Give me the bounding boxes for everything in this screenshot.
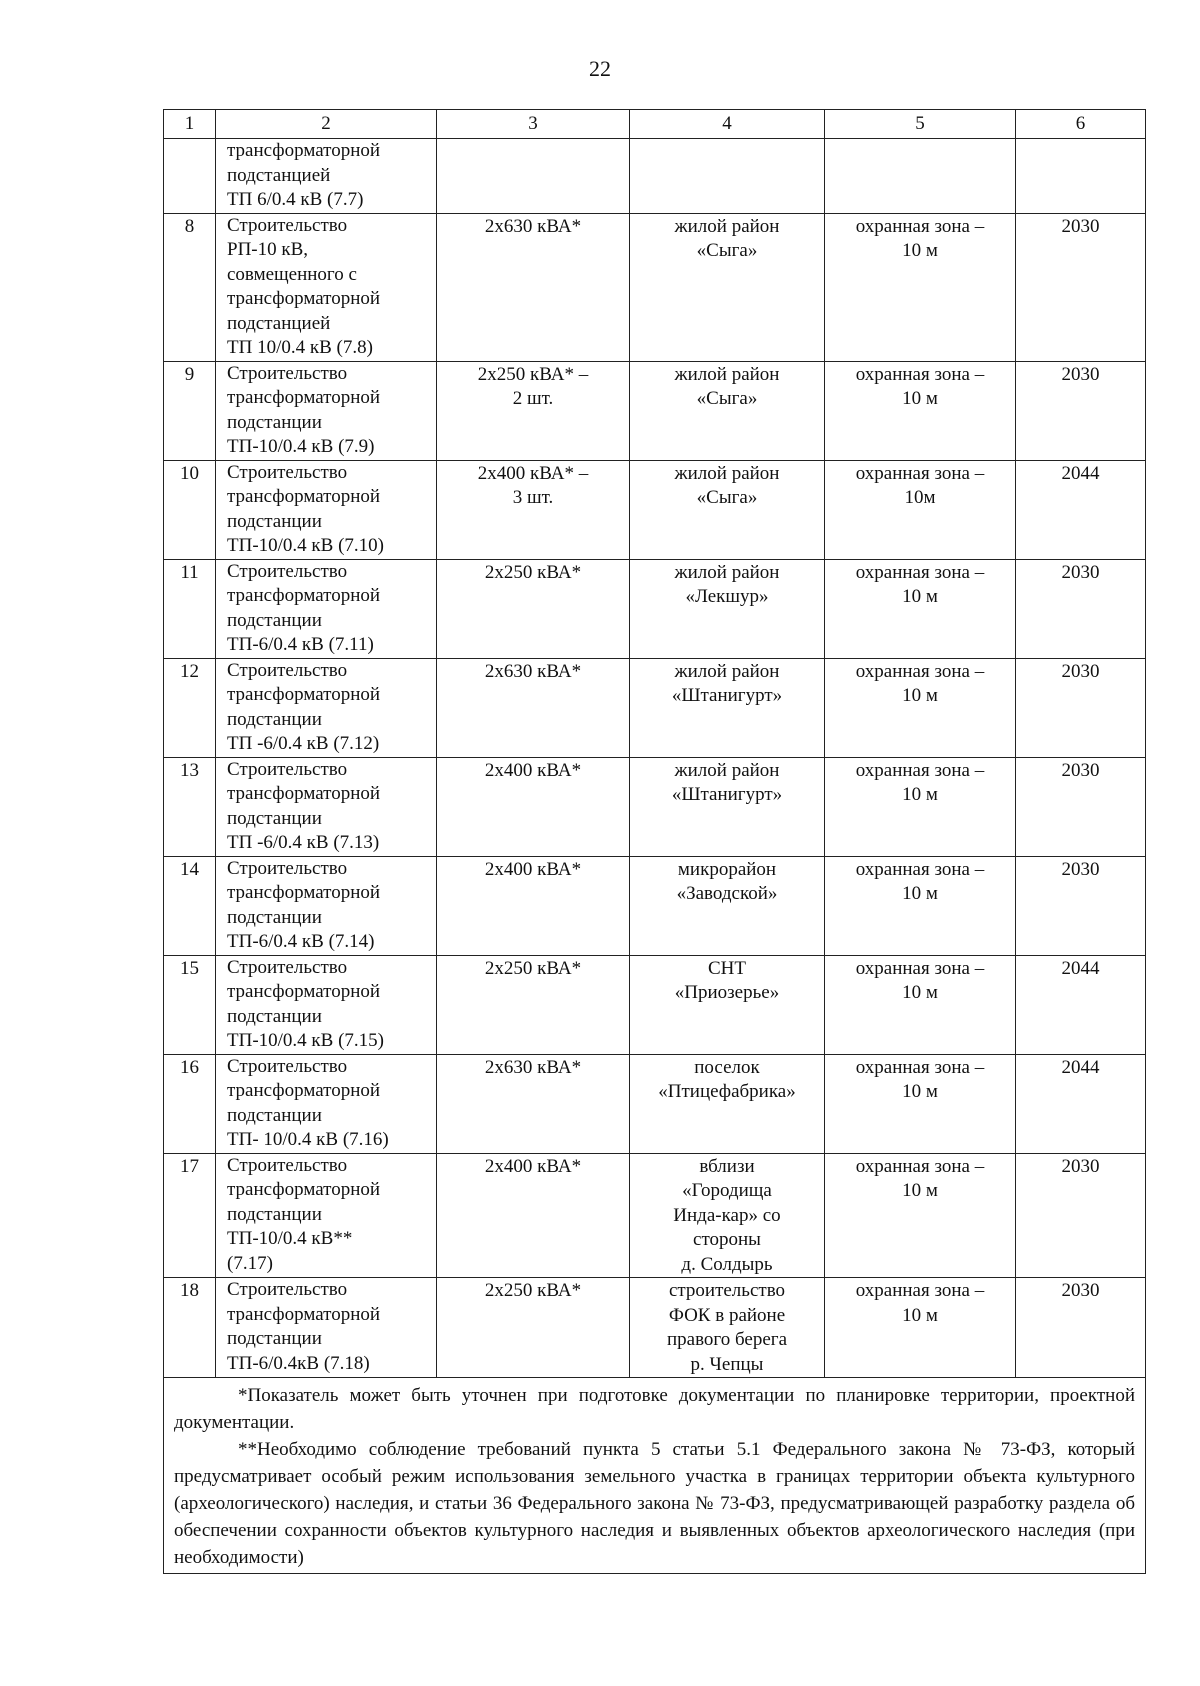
object-name-cell — [216, 658, 437, 757]
location-cell — [630, 559, 825, 658]
table-row — [164, 213, 1146, 361]
location-cell — [630, 1278, 825, 1378]
object-name-line: ТП-6/0.4 кВ (7.14) — [227, 931, 375, 952]
location-line: жилой район — [674, 462, 780, 484]
location-line: р. Чепцы — [690, 1353, 764, 1375]
header-row — [164, 110, 1146, 139]
object-name-line: ТП 10/0.4 кВ (7.8) — [227, 337, 373, 358]
power-line: 2х250 кВА* — [484, 957, 582, 979]
power-cell — [437, 757, 630, 856]
location-line: микрорайон — [677, 858, 777, 880]
table-row — [164, 559, 1146, 658]
location-line: вблизи — [699, 1155, 755, 1177]
object-name-line: подстанции — [227, 807, 322, 829]
protection-zone-line: охранная зона – — [855, 462, 985, 484]
location-line: Инда-кар» со — [673, 1204, 781, 1226]
year-cell: 2044 — [1016, 1054, 1146, 1153]
protection-zone-line: 10 м — [902, 784, 938, 805]
object-name-line: ТП-10/0.4 кВ (7.10) — [227, 535, 384, 556]
power-line: 2х250 кВА* — [484, 561, 582, 583]
year-cell: 2030 — [1016, 213, 1146, 361]
protection-zone-line: 10м — [904, 487, 936, 508]
row-number-cell: 12 — [164, 658, 216, 757]
location-cell — [630, 361, 825, 460]
object-name-line: трансформаторной — [227, 684, 381, 705]
protection-zone-line: охранная зона – — [855, 759, 985, 781]
object-name-line: Строительство — [227, 214, 348, 236]
object-name-line: трансформаторной — [227, 783, 381, 804]
object-name-line: Строительство — [227, 560, 348, 582]
protection-zone-cell — [825, 1153, 1016, 1278]
protection-zone-cell — [825, 1278, 1016, 1378]
year-cell: 2030 — [1016, 361, 1146, 460]
power-cell — [437, 361, 630, 460]
header-col-6: 6 — [1016, 110, 1146, 139]
row-number-cell: 9 — [164, 361, 216, 460]
power-cell — [437, 139, 630, 214]
table-body — [164, 139, 1146, 1378]
location-line: «Штанигурт» — [671, 685, 783, 706]
protection-zone-line: охранная зона – — [855, 660, 985, 682]
location-line: «Заводской» — [676, 883, 778, 904]
location-cell — [630, 658, 825, 757]
row-number-cell: 10 — [164, 460, 216, 559]
location-cell — [630, 213, 825, 361]
table-row — [164, 856, 1146, 955]
object-name-cell — [216, 856, 437, 955]
power-line: 2х630 кВА* — [484, 660, 582, 682]
object-name-line: ТП-6/0.4 кВ (7.11) — [227, 634, 374, 655]
object-name-line: Строительство — [227, 956, 348, 978]
location-line: правого берега — [666, 1329, 788, 1350]
power-cell — [437, 460, 630, 559]
protection-zone-line: 10 м — [902, 1081, 938, 1102]
construction-table — [163, 109, 1146, 1574]
header-col-1: 1 — [164, 110, 216, 139]
power-line: 2х400 кВА* — [484, 858, 582, 880]
row-number-cell: 13 — [164, 757, 216, 856]
table-row — [164, 1054, 1146, 1153]
location-line: строительство — [668, 1280, 786, 1301]
year-cell: 2030 — [1016, 559, 1146, 658]
object-name-line: трансформаторной — [227, 1303, 381, 1325]
object-name-line: ТП 6/0.4 кВ (7.7) — [227, 189, 364, 210]
location-line: жилой район — [674, 363, 780, 385]
protection-zone-line: охранная зона – — [855, 363, 985, 385]
protection-zone-cell — [825, 658, 1016, 757]
location-line: «Приозерье» — [674, 982, 780, 1003]
object-name-line: (7.17) — [227, 1252, 273, 1274]
object-name-line: подстанции — [227, 906, 322, 928]
location-line: поселок — [694, 1056, 760, 1078]
location-line: «Сыга» — [696, 240, 758, 261]
power-line: 2х630 кВА* — [484, 215, 582, 237]
location-cell — [630, 1054, 825, 1153]
object-name-line: подстанции — [227, 609, 322, 631]
year-cell: 2044 — [1016, 460, 1146, 559]
row-number-cell: 11 — [164, 559, 216, 658]
object-name-cell — [216, 757, 437, 856]
object-name-line: подстанции — [227, 411, 322, 433]
year-cell: 2030 — [1016, 1278, 1146, 1378]
protection-zone-line: 10 м — [902, 1304, 938, 1326]
object-name-line: трансформаторной — [227, 387, 381, 408]
object-name-line: ТП-10/0.4 кВ (7.9) — [227, 436, 375, 457]
protection-zone-line: 10 м — [902, 685, 938, 706]
year-cell: 2030 — [1016, 856, 1146, 955]
location-line: жилой район — [674, 660, 780, 682]
header-col-3: 3 — [437, 110, 630, 139]
object-name-cell — [216, 361, 437, 460]
location-line: «Городища — [682, 1180, 772, 1201]
location-line: жилой район — [674, 561, 780, 583]
location-line: стороны — [693, 1229, 761, 1250]
year-cell — [1016, 139, 1146, 214]
object-name-cell — [216, 1278, 437, 1378]
protection-zone-cell — [825, 460, 1016, 559]
row-number-cell: 14 — [164, 856, 216, 955]
object-name-line: трансформаторной — [227, 585, 381, 606]
table-row — [164, 460, 1146, 559]
header-col-5: 5 — [825, 110, 1016, 139]
protection-zone-line: охранная зона – — [855, 858, 985, 880]
object-name-line: Строительство — [227, 659, 348, 681]
protection-zone-line: 10 м — [902, 982, 938, 1003]
protection-zone-line: охранная зона – — [855, 215, 985, 237]
header-col-4: 4 — [630, 110, 825, 139]
power-cell — [437, 658, 630, 757]
object-name-line: подстанцией — [227, 312, 331, 334]
object-name-line: Строительство — [227, 1279, 348, 1300]
notes-row — [164, 1378, 1146, 1574]
table-row — [164, 1278, 1146, 1378]
table-row — [164, 757, 1146, 856]
protection-zone-cell — [825, 757, 1016, 856]
object-name-line: подстанции — [227, 1203, 322, 1225]
object-name-line: подстанции — [227, 1104, 322, 1126]
table-row — [164, 139, 1146, 214]
year-cell: 2030 — [1016, 658, 1146, 757]
object-name-cell — [216, 1054, 437, 1153]
protection-zone-line: охранная зона – — [855, 1155, 985, 1177]
object-name-line: трансформаторной — [227, 486, 381, 507]
power-line: 2х400 кВА* — [484, 759, 582, 781]
location-line: СНТ — [708, 957, 746, 979]
power-line: 3 шт. — [512, 487, 554, 508]
protection-zone-cell — [825, 361, 1016, 460]
location-line: жилой район — [674, 215, 780, 237]
power-cell — [437, 1054, 630, 1153]
object-name-line: трансформаторной — [227, 288, 381, 309]
power-cell — [437, 1153, 630, 1278]
object-name-line: ТП -6/0.4 кВ (7.12) — [227, 733, 380, 754]
protection-zone-line: охранная зона – — [855, 561, 985, 583]
power-cell — [437, 1278, 630, 1378]
power-cell — [437, 213, 630, 361]
object-name-line: подстанции — [227, 1328, 322, 1349]
notes-cell — [164, 1378, 1146, 1574]
location-line: «Лекшур» — [685, 586, 769, 607]
table-row — [164, 955, 1146, 1054]
footnote-2: **Необходимо соблюдение требований пункта 5 статьи 5.1 Федерального закона № 73-ФЗ, который предусматривает особый режим использования земельного участка в границах территории объекта культурного (археологического) наследия, и статьи 36 Федерального закона № 73-ФЗ, предусматривающей разработку раздела об обеспечении сохранности объектов культурного наследия и выявленных объектов археологического наследия (при необходимости) — [174, 1439, 1135, 1568]
footnote-1: *Показатель может быть уточнен при подготовке документации по планировке территории, проектной документации. — [174, 1385, 1135, 1433]
location-line: жилой район — [674, 759, 780, 781]
row-number-cell: 17 — [164, 1153, 216, 1278]
object-name-line: ТП -6/0.4 кВ (7.13) — [227, 832, 380, 853]
object-name-line: Строительство — [227, 758, 348, 780]
object-name-line: РП-10 кВ, — [227, 239, 309, 260]
protection-zone-line: 10 м — [902, 240, 938, 261]
power-line: 2х400 кВА* – — [477, 462, 589, 484]
object-name-cell — [216, 460, 437, 559]
protection-zone-cell — [825, 955, 1016, 1054]
year-cell: 2030 — [1016, 1153, 1146, 1278]
object-name-cell — [216, 955, 437, 1054]
power-cell — [437, 955, 630, 1054]
location-line: «Сыга» — [696, 487, 758, 508]
protection-zone-line: 10 м — [902, 1180, 938, 1201]
protection-zone-cell — [825, 139, 1016, 214]
object-name-line: ТП-10/0.4 кВ (7.15) — [227, 1030, 384, 1051]
protection-zone-line: 10 м — [902, 883, 938, 904]
object-name-line: трансформаторной — [227, 981, 381, 1002]
object-name-line: Строительство — [227, 857, 348, 879]
location-line: ФОК в районе — [668, 1304, 786, 1326]
power-line: 2х400 кВА* — [484, 1155, 582, 1177]
power-line: 2х250 кВА* — [484, 1280, 582, 1301]
object-name-line: Строительство — [227, 1055, 348, 1077]
object-name-line: совмещенного с — [227, 263, 357, 285]
object-name-line: трансформаторной — [227, 1179, 381, 1200]
location-cell — [630, 1153, 825, 1278]
object-name-line: подстанцией — [227, 164, 331, 186]
row-number-cell — [164, 139, 216, 214]
location-line: д. Солдырь — [681, 1253, 773, 1275]
protection-zone-cell — [825, 559, 1016, 658]
object-name-line: подстанции — [227, 510, 322, 532]
year-cell: 2030 — [1016, 757, 1146, 856]
object-name-cell — [216, 139, 437, 214]
location-line: «Птицефабрика» — [658, 1081, 796, 1102]
protection-zone-line: охранная зона – — [855, 1056, 985, 1078]
year-cell: 2044 — [1016, 955, 1146, 1054]
location-cell — [630, 757, 825, 856]
object-name-line: трансформаторной — [227, 882, 381, 903]
object-name-line: ТП-6/0.4кВ (7.18) — [227, 1352, 370, 1374]
object-name-line: подстанции — [227, 708, 322, 730]
row-number-cell: 16 — [164, 1054, 216, 1153]
protection-zone-line: 10 м — [902, 586, 938, 607]
power-line: 2х250 кВА* – — [477, 363, 589, 385]
row-number-cell: 15 — [164, 955, 216, 1054]
header-col-2: 2 — [216, 110, 437, 139]
object-name-line: Строительство — [227, 461, 348, 483]
protection-zone-cell — [825, 856, 1016, 955]
object-name-cell — [216, 1153, 437, 1278]
location-line: «Штанигурт» — [671, 784, 783, 805]
protection-zone-cell — [825, 213, 1016, 361]
location-cell — [630, 955, 825, 1054]
object-name-line: Строительство — [227, 1154, 348, 1176]
location-cell — [630, 460, 825, 559]
power-line: 2 шт. — [512, 388, 554, 409]
object-name-line: трансформаторной — [227, 140, 381, 161]
object-name-line: трансформаторной — [227, 1080, 381, 1101]
object-name-cell — [216, 559, 437, 658]
location-cell — [630, 139, 825, 214]
row-number-cell: 18 — [164, 1278, 216, 1378]
object-name-line: ТП- 10/0.4 кВ (7.16) — [227, 1129, 389, 1150]
location-line: «Сыга» — [696, 388, 758, 409]
protection-zone-line: 10 м — [902, 388, 938, 409]
protection-zone-cell — [825, 1054, 1016, 1153]
power-line: 2х630 кВА* — [484, 1056, 582, 1078]
row-number-cell: 8 — [164, 213, 216, 361]
protection-zone-line: охранная зона – — [855, 1280, 985, 1301]
table-row — [164, 658, 1146, 757]
table-row — [164, 361, 1146, 460]
page-number: 22 — [589, 56, 611, 81]
power-cell — [437, 559, 630, 658]
object-name-cell — [216, 213, 437, 361]
power-cell — [437, 856, 630, 955]
object-name-line: подстанции — [227, 1005, 322, 1027]
table-row — [164, 1153, 1146, 1278]
object-name-line: Строительство — [227, 362, 348, 384]
object-name-line: ТП-10/0.4 кВ** — [227, 1228, 353, 1249]
protection-zone-line: охранная зона – — [855, 957, 985, 979]
location-cell — [630, 856, 825, 955]
